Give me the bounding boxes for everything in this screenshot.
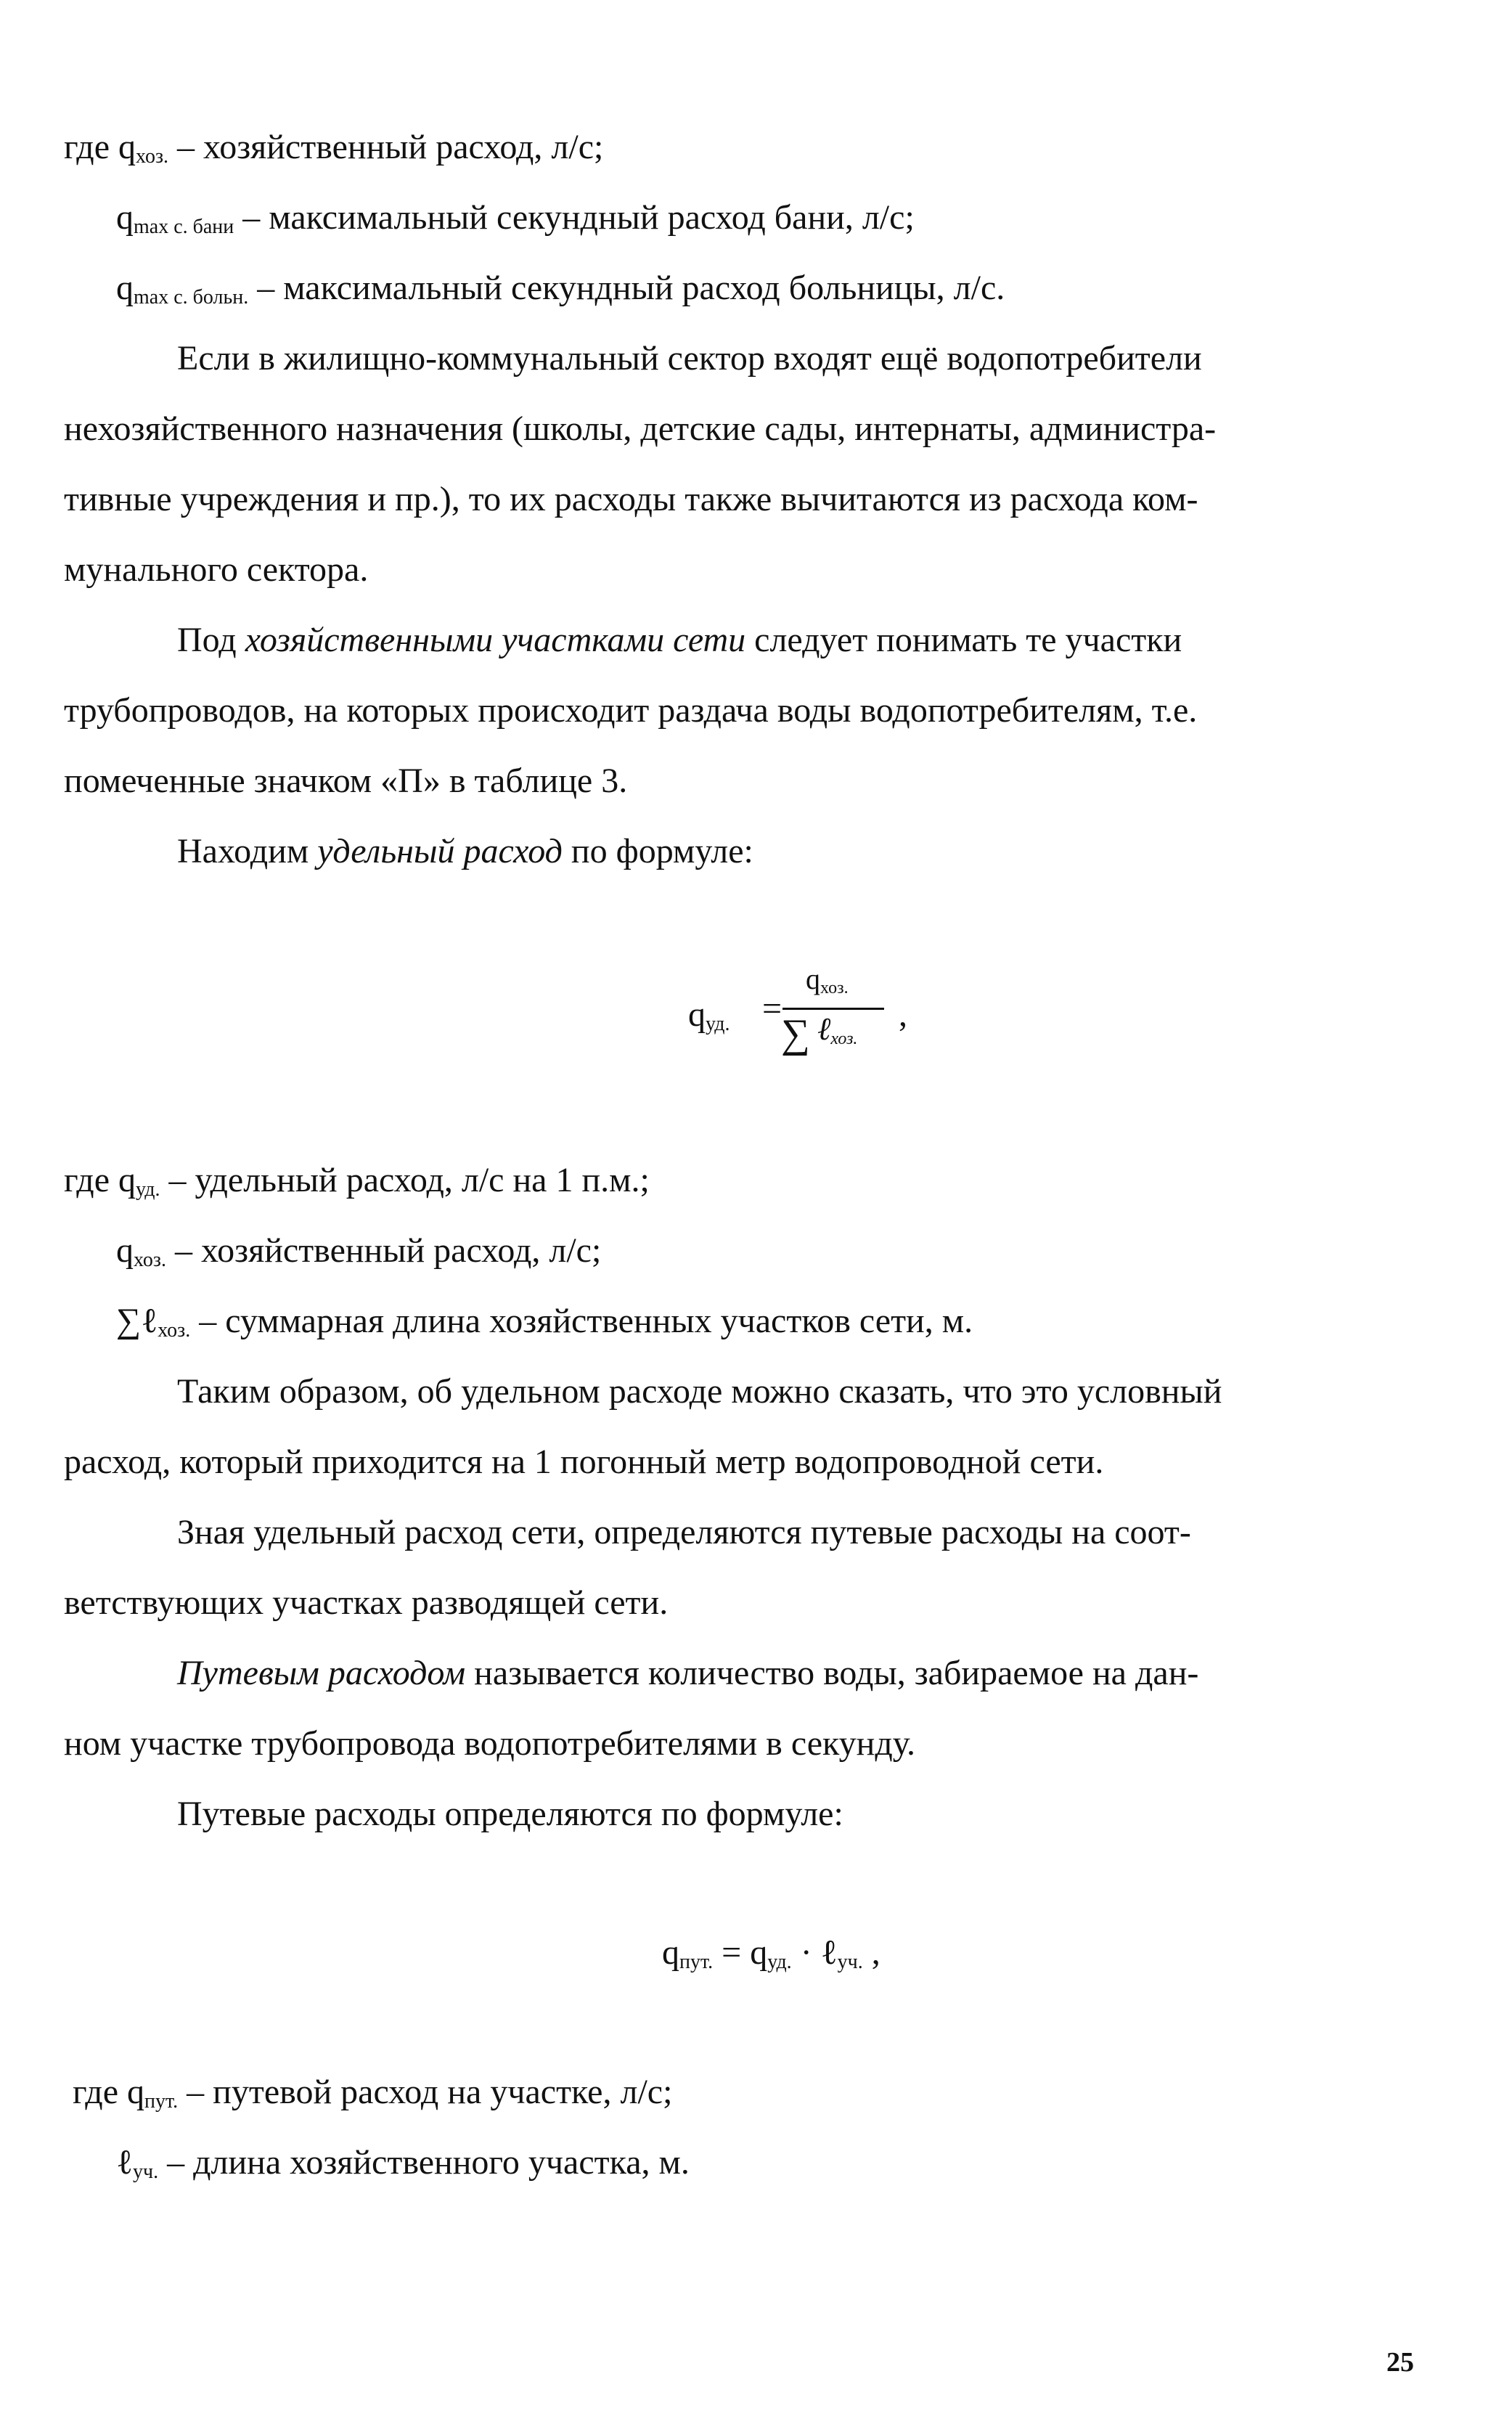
subscript: max с. больн. (134, 286, 249, 309)
subscript: уд. (136, 1178, 160, 1201)
formula-path-flow (662, 1931, 880, 1975)
text-prefix: где (64, 128, 119, 166)
definition-q-hoz-2 (116, 1229, 601, 1273)
definition-q-ud (64, 1159, 650, 1202)
symbol: ∑ℓ (116, 1302, 158, 1340)
formula-comma: , (899, 995, 907, 1034)
symbol: q (750, 1933, 768, 1972)
subscript: уд. (706, 1013, 730, 1035)
paragraph-6-line-2: ном участке трубопровода водопотребителями в секунду. (64, 1724, 915, 1763)
paragraph-4-line-2: расход, который приходится на 1 погонный метр водопроводной сети. (64, 1443, 1104, 1481)
text: следует понимать те участки (745, 621, 1182, 659)
equals-sign: = (762, 990, 782, 1028)
definition-q-max-hospital (116, 266, 1005, 310)
formula-comma: , (862, 1933, 880, 1972)
equals-sign: = (713, 1933, 751, 1972)
symbol: q (806, 963, 820, 995)
text: Под (177, 621, 245, 659)
page-number: 25 (1386, 2347, 1414, 2378)
symbol: q (116, 1231, 134, 1270)
subscript: уд. (767, 1951, 792, 1973)
paragraph-7: Путевые расходы определяются по формуле: (177, 1795, 843, 1833)
subscript: уч. (837, 1951, 863, 1973)
formula-lhs (688, 995, 730, 1035)
paragraph-2-line-2: трубопроводов, на которых происходит раздача воды водопотребителям, т.е. (64, 691, 1198, 730)
symbol: ℓ (817, 1011, 831, 1047)
definition-text: – удельный расход, л/с на 1 п.м.; (160, 1161, 650, 1199)
paragraph-1-line-3: тивные учреждения и пр.), то их расходы также вычитаются из расхода ком- (64, 480, 1198, 518)
sigma-symbol: ∑ (781, 1011, 810, 1056)
subscript: хоз. (830, 1029, 858, 1048)
fraction-numerator (806, 962, 849, 996)
subscript: хоз. (134, 1249, 166, 1271)
definition-q-hoz (64, 126, 603, 169)
definition-sum-length (116, 1300, 973, 1343)
text-prefix: где (73, 2073, 128, 2111)
definition-q-put (73, 2071, 672, 2114)
text: называется количество воды, забираемое на дан- (465, 1654, 1199, 1692)
symbol: ℓ (820, 1933, 838, 1972)
text: по формуле: (562, 832, 753, 870)
subscript: пут. (679, 1951, 714, 1973)
definition-q-max-bath (116, 196, 915, 240)
text-prefix: где (64, 1161, 119, 1199)
subscript: пут. (144, 2090, 179, 2113)
symbol: q (118, 128, 136, 166)
symbol: q (688, 995, 706, 1034)
subscript: хоз. (136, 145, 169, 168)
fraction-bar (782, 1008, 884, 1010)
symbol: q (127, 2073, 145, 2111)
paragraph-6-line-1 (177, 1652, 1198, 1695)
paragraph-1-line-2: нехозяйственного назначения (школы, детские сады, интернаты, администра- (64, 409, 1217, 448)
definition-text: – хозяйственный расход, л/с; (168, 128, 604, 166)
definition-l-uch (116, 2141, 690, 2184)
symbol: ℓ (116, 2143, 133, 2182)
definition-text: – путевой расход на участке, л/с; (178, 2073, 673, 2111)
subscript: хоз. (158, 1319, 191, 1342)
definition-text: – суммарная длина хозяйственных участков сети, м. (190, 1302, 973, 1340)
paragraph-1-line-1: Если в жилищно-коммунальный сектор входят ещё водопотребители (177, 339, 1202, 378)
symbol: q (116, 269, 134, 307)
definition-text: – максимальный секундный расход больницы, л/с. (248, 269, 1005, 307)
symbol: q (662, 1933, 679, 1972)
emphasis-term: хозяйственными участками сети (245, 621, 746, 659)
emphasis-term: Путевым расходом (177, 1654, 466, 1692)
paragraph-5-line-2: ветствующих участках разводящей сети. (64, 1583, 669, 1622)
definition-text: – хозяйственный расход, л/с; (166, 1231, 602, 1270)
multiply-dot: · (791, 1933, 821, 1972)
symbol: q (118, 1161, 136, 1199)
paragraph-1-line-4: мунального сектора. (64, 550, 369, 589)
subscript: max с. бани (134, 216, 234, 238)
emphasis-term: удельный расход (317, 832, 563, 870)
text: Находим (177, 832, 318, 870)
definition-text: – длина хозяйственного участка, м. (158, 2143, 690, 2182)
subscript: хоз. (820, 979, 849, 998)
paragraph-3 (177, 830, 753, 873)
symbol: q (116, 198, 134, 237)
paragraph-2-line-3: помеченные значком «П» в таблице 3. (64, 762, 628, 800)
fraction-denominator (817, 1011, 857, 1048)
paragraph-2-line-1 (177, 619, 1182, 662)
paragraph-4-line-1: Таким образом, об удельном расходе можно сказать, что это условный (177, 1372, 1222, 1411)
subscript: уч. (133, 2161, 159, 2183)
paragraph-5-line-1: Зная удельный расход сети, определяются путевые расходы на соот- (177, 1513, 1191, 1551)
definition-text: – максимальный секундный расход бани, л/с; (234, 198, 915, 237)
